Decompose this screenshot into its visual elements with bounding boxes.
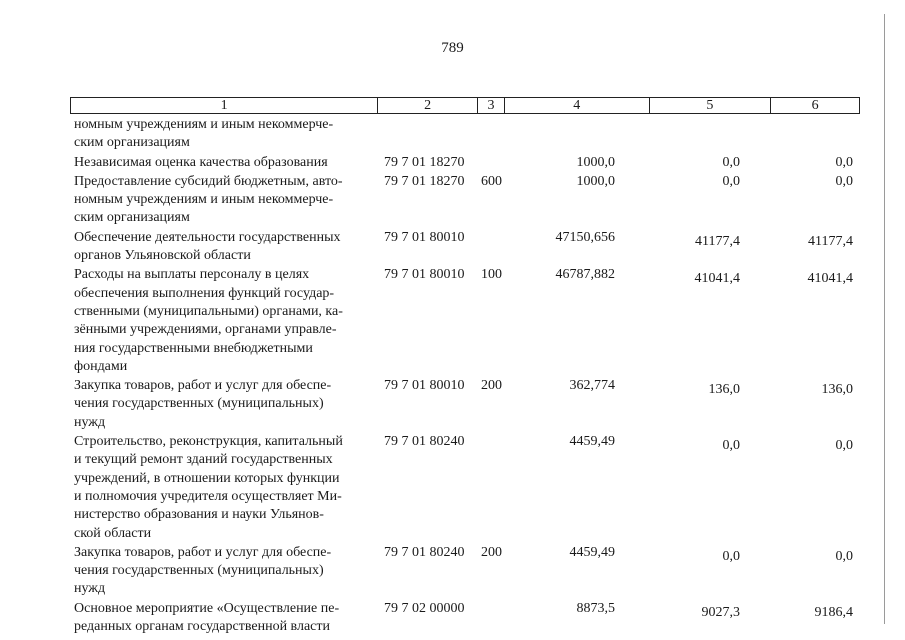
amount-col-5: 0,0 <box>722 154 740 170</box>
expense-type: 600 <box>481 173 502 189</box>
budget-code: 79 7 01 18270 <box>384 154 465 170</box>
column-header-4: 4 <box>505 98 650 113</box>
table-row <box>74 544 860 599</box>
table-row <box>74 377 860 432</box>
description-line: ния государственными внебюджетными <box>74 340 313 356</box>
budget-code: 79 7 01 80010 <box>384 378 465 394</box>
table-row <box>74 116 860 153</box>
column-header-1: 1 <box>71 98 378 113</box>
row-description <box>74 266 376 376</box>
amount-col-5: 136,0 <box>708 382 740 398</box>
amount-col-5: 41177,4 <box>695 233 740 249</box>
description-line: ским организациям <box>74 135 190 151</box>
amount-col-4: 362,774 <box>569 378 615 394</box>
amount-col-6: 41177,4 <box>808 233 853 249</box>
amount-col-5: 0,0 <box>722 173 740 189</box>
amount-col-6: 0,0 <box>835 438 853 454</box>
amount-col-4: 1000,0 <box>576 154 615 170</box>
amount-col-4: 47150,656 <box>555 229 615 245</box>
amount-col-6: 0,0 <box>835 173 853 189</box>
description-line: Независимая оценка качества образования <box>74 154 328 170</box>
row-description <box>74 600 376 637</box>
description-line: и полномочия учредителя осуществляет Ми- <box>74 488 342 504</box>
page-edge-line <box>884 14 885 624</box>
description-line: Строительство, реконструкция, капитальный <box>74 434 343 450</box>
description-line: номным учреждениям и иным некоммерче- <box>74 117 334 132</box>
description-line: нистерство образования и науки Ульянов- <box>74 507 324 523</box>
amount-col-4: 8873,5 <box>576 600 615 616</box>
description-line: ской области <box>74 525 152 541</box>
description-line: чения государственных (муниципальных) <box>74 563 324 579</box>
table-row <box>74 229 860 266</box>
amount-col-6: 41041,4 <box>807 271 853 287</box>
amount-col-5: 41041,4 <box>694 271 740 287</box>
amount-col-5: 9027,3 <box>701 604 740 620</box>
amount-col-4: 1000,0 <box>576 173 615 189</box>
row-description <box>74 433 376 543</box>
table-row <box>74 173 860 228</box>
description-line: Закупка товаров, работ и услуг для обеспе- <box>74 544 332 560</box>
table-body <box>74 116 860 637</box>
budget-code: 79 7 01 80240 <box>384 434 465 450</box>
row-description <box>74 154 376 172</box>
description-line: нужд <box>74 581 106 597</box>
budget-code: 79 7 01 80240 <box>384 544 465 560</box>
description-line: Расходы на выплаты персоналу в целях <box>74 267 310 283</box>
description-line: ским организациям <box>74 210 190 226</box>
budget-code: 79 7 01 18270 <box>384 173 465 189</box>
table-header <box>70 97 860 114</box>
row-description <box>74 544 376 599</box>
column-header-3: 3 <box>478 98 505 113</box>
description-line: учреждений, в отношении которых функции <box>74 470 340 486</box>
budget-code: 79 7 02 00000 <box>384 600 465 616</box>
description-line: и текущий ремонт зданий государственных <box>74 452 333 468</box>
description-line: обеспечения выполнения функций государ- <box>74 285 335 301</box>
description-line: нужд <box>74 414 106 430</box>
description-line: фондами <box>74 358 128 374</box>
description-line: Обеспечение деятельности государственных <box>74 229 341 245</box>
table-row <box>74 433 860 543</box>
page-number: 789 <box>441 40 464 56</box>
description-line: реданных органам государственной власти <box>74 619 331 635</box>
amount-col-4: 4459,49 <box>569 434 615 450</box>
column-header-2: 2 <box>378 98 478 113</box>
row-description <box>74 116 376 153</box>
budget-code: 79 7 01 80010 <box>384 229 465 245</box>
amount-col-5: 0,0 <box>722 438 740 454</box>
expense-type: 100 <box>481 267 502 283</box>
amount-col-6: 0,0 <box>835 548 853 564</box>
description-line: зёнными учреждениями, органами управле- <box>74 322 337 338</box>
amount-col-4: 46787,882 <box>555 267 615 283</box>
amount-col-5: 0,0 <box>722 548 740 564</box>
table-row <box>74 154 860 172</box>
expense-type: 200 <box>481 378 502 394</box>
description-line: ственными (муниципальными) органами, ка- <box>74 303 343 319</box>
row-description <box>74 173 376 228</box>
description-line: органов Ульяновской области <box>74 248 251 264</box>
description-line: номным учреждениям и иным некоммерче- <box>74 192 334 208</box>
description-line: Закупка товаров, работ и услуг для обеспе- <box>74 378 332 394</box>
amount-col-4: 4459,49 <box>569 544 615 560</box>
description-line: Предоставление субсидий бюджетным, авто- <box>74 173 343 189</box>
row-description <box>74 229 376 266</box>
budget-code: 79 7 01 80010 <box>384 267 465 283</box>
column-header-6: 6 <box>811 98 819 113</box>
amount-col-6: 9186,4 <box>814 604 853 620</box>
table-row <box>74 600 860 637</box>
amount-col-6: 136,0 <box>821 382 853 398</box>
row-description <box>74 377 376 432</box>
amount-col-6: 0,0 <box>835 154 853 170</box>
description-line: Основное мероприятие «Осуществление пе- <box>74 600 340 616</box>
table-row <box>74 266 860 376</box>
expense-type: 200 <box>481 544 502 560</box>
description-line: чения государственных (муниципальных) <box>74 396 324 412</box>
column-header-5: 5 <box>650 98 772 113</box>
